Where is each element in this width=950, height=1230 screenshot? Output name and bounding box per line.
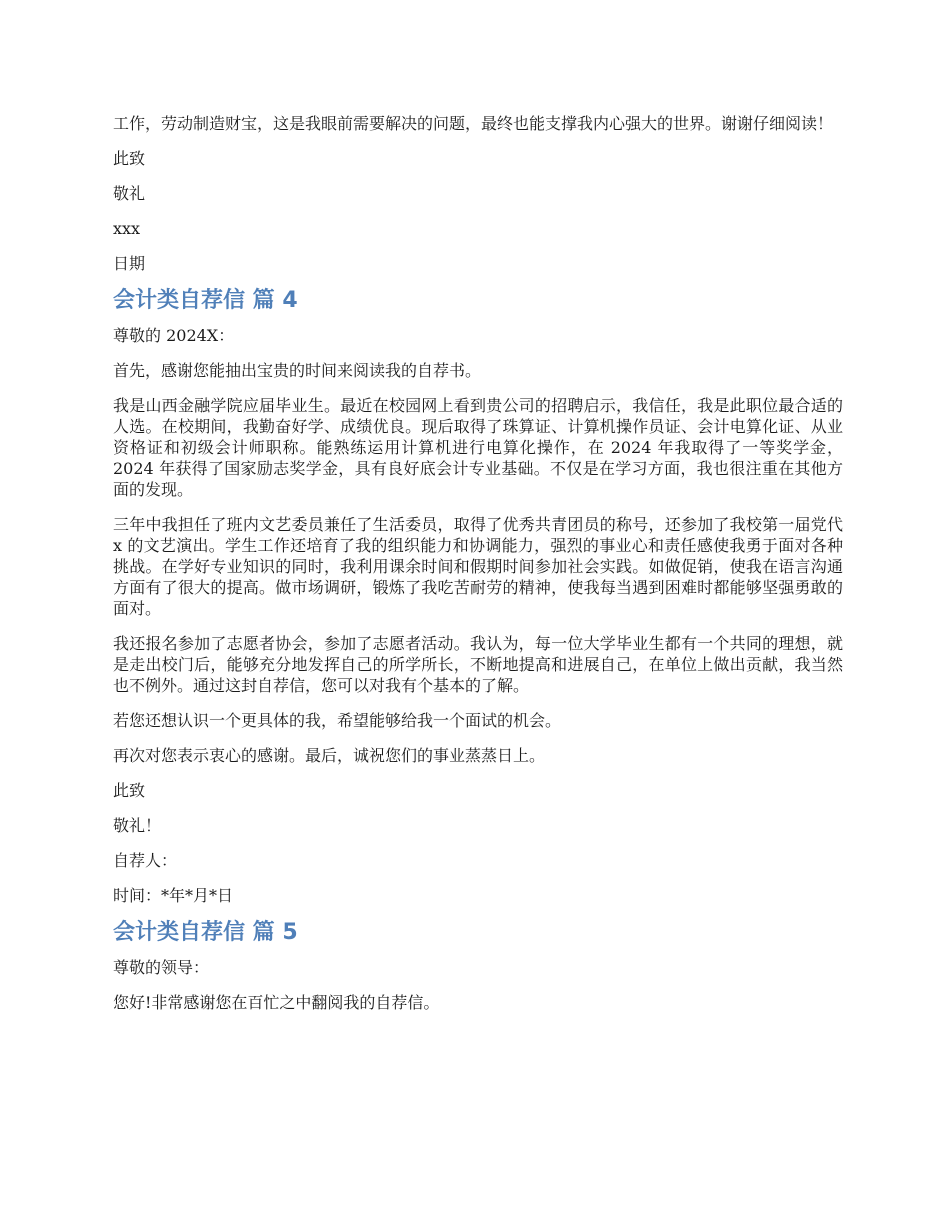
closing-salutation: 此致 (113, 781, 146, 800)
closing-salutation: 此致 (113, 149, 146, 168)
paragraph: 再次对您表示衷心的感谢。最后，诚祝您们的事业蒸蒸日上。 (113, 746, 546, 765)
paragraph: 工作，劳动制造财宝，这是我眼前需要解决的问题，最终也能支撑我内心强大的世界。谢谢仔细阅读！ (113, 114, 834, 133)
closing-regards: 敬礼 (113, 184, 146, 203)
greeting: 尊敬的 2024X： (113, 326, 235, 345)
greeting: 尊敬的领导： (113, 958, 210, 977)
signature-date: 日期 (113, 254, 146, 273)
section-heading-4: 会计类自荐信 篇 4 (113, 288, 298, 313)
closing-regards: 敬礼！ (113, 816, 162, 835)
paragraph: 首先，感谢您能抽出宝贵的时间来阅读我的自荐书。 (113, 361, 482, 380)
paragraph: 我还报名参加了志愿者协会，参加了志愿者活动。我认为，每一位大学毕业生都有一个共同的理想，就是走出校门后，能够充分地发挥自己的所学所长，不断地提高和进展自己，在单位上做出贡献，我当然也不例外。通过这封自荐信，您可以对我有个基本的了解。 (113, 634, 843, 695)
paragraph: 若您还想认识一个更具体的我，希望能够给我一个面试的机会。 (113, 711, 562, 730)
paragraph: 您好!非常感谢您在百忙之中翻阅我的自荐信。 (113, 993, 440, 1012)
signature-name: 自荐人： (113, 851, 178, 870)
paragraph: 我是山西金融学院应届毕业生。最近在校园网上看到贵公司的招聘启示，我信任，我是此职位最合适的人选。在校期间，我勤奋好学、成绩优良。现后取得了珠算证、计算机操作员证、会计电算化证、从业资格证和初级会计师职称。能熟练运用计算机进行电算化操作，在 2024 年我取得了一等奖学金，2024 年获得了国家励志奖学金，具有良好底会计专业基础。不仅是在学习方面，我也很注重在其他方面的发现。 (113, 396, 843, 499)
signature-name: xxx (113, 219, 141, 238)
paragraph: 三年中我担任了班内文艺委员兼任了生活委员，取得了优秀共青团员的称号，还参加了我校第一届党代 x 的文艺演出。学生工作还培育了我的组织能力和协调能力，强烈的事业心和责任感使我勇于面对各种挑战。在学好专业知识的同时，我利用课余时间和假期时间参加社会实践。如做促销，使我在语言沟通方面有了很大的提高。做市场调研，锻炼了我吃苦耐劳的精神，使我每当遇到困难时都能够坚强勇敢的面对。 (113, 515, 843, 618)
section-heading-5: 会计类自荐信 篇 5 (113, 920, 298, 945)
document-page (113, 113, 843, 1027)
signature-date: 时间：*年*月*日 (113, 886, 234, 905)
